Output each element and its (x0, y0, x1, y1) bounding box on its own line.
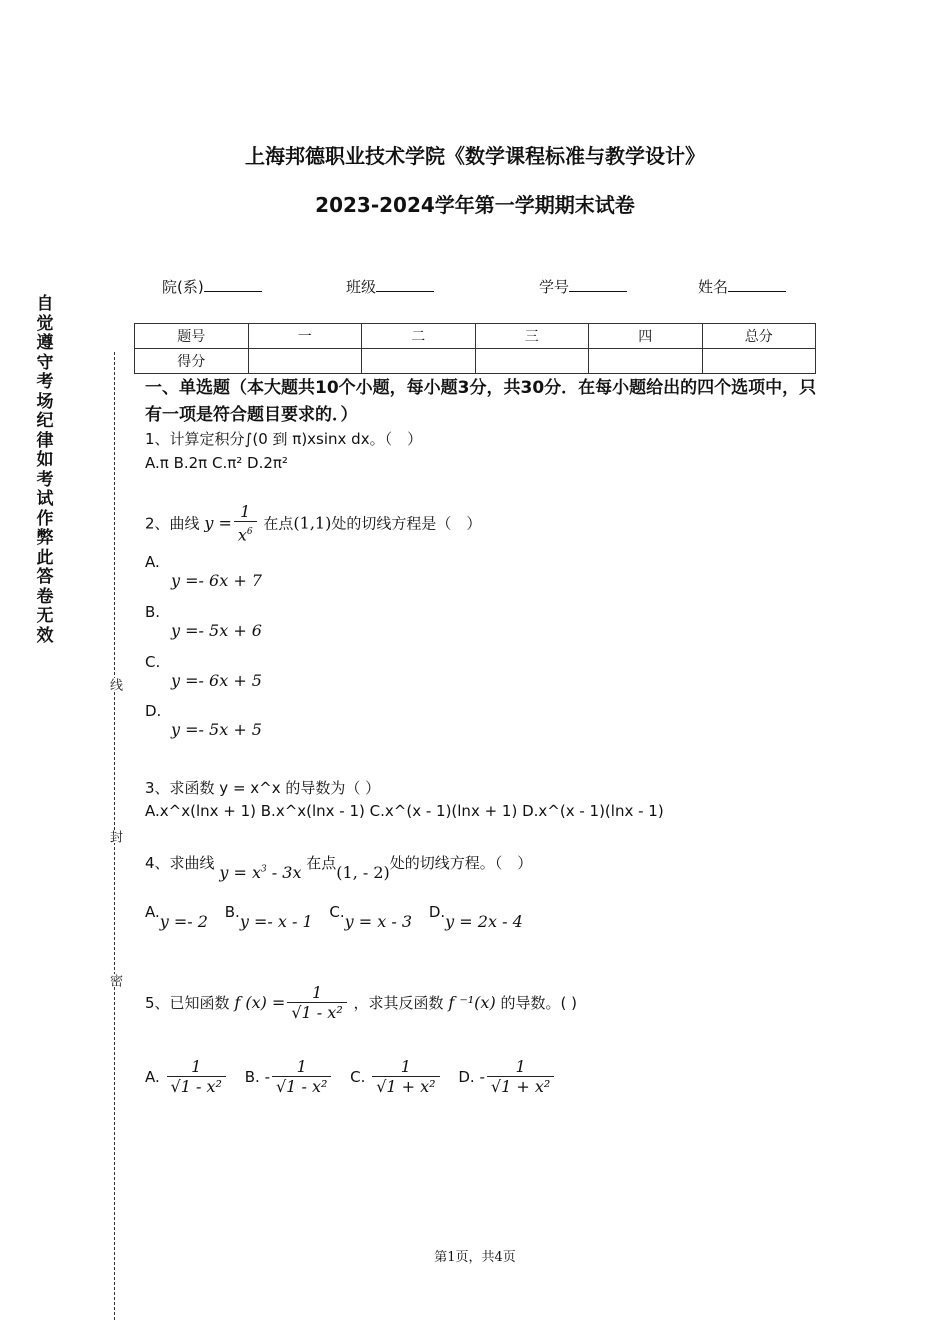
score-row-label: 得分 (135, 349, 249, 374)
binding-mark-seal: 封 (107, 830, 122, 843)
binding-mark-line: 线 (107, 678, 122, 691)
section-heading: 一、单选题（本大题共10个小题，每小题3分，共30分．在每小题给出的四个选项中，只有一项是符合题目要求的．） (145, 378, 817, 425)
question-5-options: A. $\frac{1}{\text{√1 - x²}}$ B. - $\frac{1}{\text{√1 - x²}}$ C. $\frac{1}{\text{√1 + x²}}$ D. - $\frac{1}{\text{√1 + x²}}$ (145, 1058, 556, 1097)
table-header-cell: 四 (589, 324, 703, 349)
fraction: $\frac{1}{x^6}$ (234, 503, 257, 545)
fraction: $\frac{1}{\text{√1 - x²}}$ (287, 984, 346, 1023)
name-blank[interactable] (728, 277, 786, 292)
score-cell[interactable] (702, 349, 816, 374)
question-2-stem: 2、曲线 y = $\frac{1}{x^6}$ 在点(1,1)处的切线方程是（ ） (145, 502, 482, 545)
option-label: D. (428, 903, 446, 921)
score-cell[interactable] (475, 349, 589, 374)
option-label: A. (145, 1068, 160, 1086)
department-blank[interactable] (204, 277, 262, 292)
option-label: A. (145, 903, 160, 921)
department-field: 院(系) (162, 276, 262, 297)
question-2-option-d: D. y =- 5x + 5 (145, 702, 262, 739)
class-blank[interactable] (376, 277, 434, 292)
fraction: $\frac{1}{\text{√1 + x²}}$ (487, 1058, 554, 1097)
margin-warning: 自觉遵守考场纪律如考试作弊此答卷无效 (36, 294, 54, 646)
score-cell[interactable] (589, 349, 703, 374)
fraction: $\frac{1}{\text{√1 - x²}}$ (167, 1058, 226, 1097)
question-1-stem: 1、计算定积分∫(0 到 π)xsinx dx。（ ） (145, 430, 423, 448)
option-label: D. (458, 1068, 475, 1086)
binding-mark-close: 密 (107, 974, 122, 987)
exam-title-line1: 上海邦德职业技术学院《数学课程标准与教学设计》 (245, 144, 705, 168)
option-label: C. (329, 903, 345, 921)
question-1-options: A.π B.2π C.π² D.2π² (145, 454, 288, 472)
table-header-cell: 总分 (702, 324, 816, 349)
score-table-score-row (135, 349, 816, 374)
question-5-stem: 5、已知函数 f (x) = $\frac{1}{\text{√1 - x²}}$ ，求其反函数 f ⁻¹(x) 的导数。( ) (145, 983, 577, 1022)
option-label: C. (350, 1068, 366, 1086)
class-field: 班级 (346, 276, 434, 297)
question-4-options: A.y =- 2 B.y =- x - 1 C.y = x - 3 D.y = 2x - 4 (145, 903, 523, 931)
question-3-options: A.x^x(lnx + 1) B.x^x(lnx - 1) C.x^(x - 1)(lnx + 1) D.x^(x - 1)(lnx - 1) (145, 802, 664, 820)
student-id-blank[interactable] (569, 277, 627, 292)
fraction: $\frac{1}{\text{√1 + x²}}$ (372, 1058, 439, 1097)
table-header-cell: 二 (362, 324, 476, 349)
question-3-stem: 3、求函数 y = x^x 的导数为（ ） (145, 779, 381, 797)
fraction: $\frac{1}{\text{√1 - x²}}$ (272, 1058, 331, 1097)
option-label: B. (244, 1068, 260, 1086)
question-2-option-a: A. y =- 6x + 7 (145, 553, 262, 590)
table-header-cell: 一 (248, 324, 362, 349)
question-2-option-c: C. y =- 6x + 5 (145, 653, 262, 690)
question-4-stem: 4、求曲线 $y = x^3 - 3x$ 在点(1, - 2)处的切线方程。（ ） (145, 854, 533, 882)
table-header-cell: 三 (475, 324, 589, 349)
student-id-field: 学号 (539, 276, 627, 297)
page-footer: 第1页，共4页 (434, 1250, 516, 1265)
option-label: B. (224, 903, 240, 921)
exam-title-line2: 2023-2024学年第一学期期末试卷 (315, 193, 635, 217)
score-table-header-row (135, 324, 816, 349)
question-2-option-b: B. y =- 5x + 6 (145, 603, 262, 640)
score-cell[interactable] (362, 349, 476, 374)
table-header-cell: 题号 (135, 324, 249, 349)
score-cell[interactable] (248, 349, 362, 374)
score-table (134, 323, 816, 374)
name-field: 姓名 (698, 276, 786, 297)
